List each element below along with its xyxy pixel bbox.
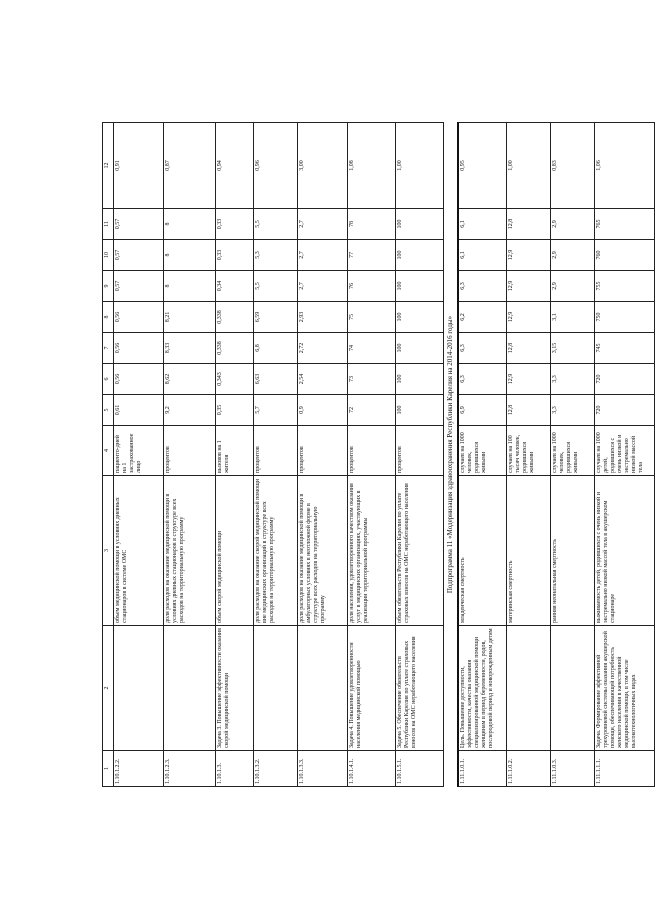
indicator-value: 745 <box>594 333 654 364</box>
column-number-8: 8 <box>103 302 114 333</box>
rotated-document-page <box>102 123 644 787</box>
column-number-2: 2 <box>103 626 114 751</box>
indicator-value: 760 <box>594 240 654 271</box>
indicator-value: 6,1 <box>458 240 506 271</box>
indicator-value: 1,00 <box>396 123 444 209</box>
indicator-value: 5,7 <box>254 395 298 426</box>
indicator-value: 0,57 <box>114 209 164 240</box>
row-code: 1.10.1.3. <box>216 751 254 787</box>
indicator-value: 1,00 <box>506 123 550 209</box>
indicator-value: 6,3 <box>458 364 506 395</box>
indicator-value: 12,8 <box>506 209 550 240</box>
indicator-value: 6,63 <box>254 364 298 395</box>
indicator-name: материнская смертность <box>506 476 550 626</box>
row-code: 1.10.1.3.2. <box>254 751 298 787</box>
indicator-value: 3,3 <box>550 364 594 395</box>
row-code: 1.11.1.1.1. <box>594 751 654 787</box>
task-description <box>550 626 594 751</box>
indicator-value: 8 <box>164 271 216 302</box>
row-code: 1.11.1.0.2. <box>506 751 550 787</box>
indicator-value: 100 <box>396 302 444 333</box>
indicator-value: 0,34 <box>216 271 254 302</box>
table-row <box>254 123 298 787</box>
indicator-value: 0,338 <box>216 333 254 364</box>
indicator-value: 2,72 <box>298 333 348 364</box>
indicator-value: 6,9 <box>458 395 506 426</box>
indicator-value: 0,33 <box>216 209 254 240</box>
task-description <box>254 626 298 751</box>
indicator-value: 76 <box>348 271 396 302</box>
indicator-value: 2,9 <box>550 209 594 240</box>
row-code: 1.11.1.0.1. <box>458 751 506 787</box>
unit-of-measure: случаев на 1000 человек, родившихся живыми <box>550 426 594 476</box>
indicator-value: 3,00 <box>298 123 348 209</box>
indicator-value: 6,2 <box>458 302 506 333</box>
column-number-1: 1 <box>103 751 114 787</box>
indicator-name: младенческая смертность <box>458 476 506 626</box>
row-code: 1.11.1.0.3. <box>550 751 594 787</box>
indicator-value: 0,61 <box>114 395 164 426</box>
indicator-value: 3,1 <box>550 302 594 333</box>
indicator-value: 100 <box>396 395 444 426</box>
indicator-value: 3,3 <box>550 395 594 426</box>
indicator-value: 12,9 <box>506 364 550 395</box>
indicator-value: 0,57 <box>114 271 164 302</box>
indicator-value: 2,7 <box>298 209 348 240</box>
table-row <box>396 123 444 787</box>
section-title: Подпрограмма 11 «Модернизация здравоохранения Республики Карелия на 2014-2016 годы» <box>444 123 459 787</box>
unit-of-measure: пациенто-дней на 1 застрахованное лицо <box>114 426 164 476</box>
unit-of-measure: случаев на 100 тысяч человек, родившихся живыми <box>506 426 550 476</box>
indicator-value: 8,62 <box>164 364 216 395</box>
indicator-value: 2,7 <box>298 240 348 271</box>
table-row <box>216 123 254 787</box>
indicator-value: 720 <box>594 395 654 426</box>
indicator-name: доля расходов на оказание медицинской помощи в амбулаторных условиях в неотложной форме в структуре всех расходов на территориальную программу <box>298 476 348 626</box>
section-row <box>444 123 459 787</box>
column-number-3: 3 <box>103 476 114 626</box>
indicator-value: 73 <box>348 364 396 395</box>
row-code: 1.10.1.3.3. <box>298 751 348 787</box>
unit-of-measure: процентов <box>254 426 298 476</box>
indicator-value: 6,3 <box>458 333 506 364</box>
indicator-value: 2,9 <box>550 240 594 271</box>
unit-of-measure: процентов <box>396 426 444 476</box>
table-row <box>550 123 594 787</box>
table-row <box>594 123 654 787</box>
indicator-value: 72 <box>348 395 396 426</box>
indicator-value: 5,5 <box>254 271 298 302</box>
table-row <box>348 123 396 787</box>
indicators-table <box>102 122 655 787</box>
indicator-value: 0,57 <box>114 240 164 271</box>
indicator-name: выживаемость детей, родившихся с очень низкой и экстремально низкой массой тела в акушерском стационаре <box>594 476 654 626</box>
indicator-value: 755 <box>594 271 654 302</box>
indicator-value: 5,3 <box>254 240 298 271</box>
indicator-value: 6,59 <box>254 302 298 333</box>
table-row <box>506 123 550 787</box>
unit-of-measure: процентов <box>348 426 396 476</box>
indicator-value: 0,9 <box>298 395 348 426</box>
task-description <box>506 626 550 751</box>
indicator-value: 0,56 <box>114 364 164 395</box>
task-description <box>298 626 348 751</box>
indicator-value: 1,08 <box>348 123 396 209</box>
indicator-value: 9,2 <box>164 395 216 426</box>
indicator-value: 750 <box>594 302 654 333</box>
indicator-value: 0,56 <box>114 333 164 364</box>
indicator-value: 0,91 <box>114 123 164 209</box>
indicator-value: 78 <box>348 209 396 240</box>
indicator-name: доля расходов на оказание скорой медицинской помощи вне медицинских организаций в структуре всех расходов на территориальную программу <box>254 476 298 626</box>
indicator-value: 100 <box>396 240 444 271</box>
table-row <box>298 123 348 787</box>
indicator-name: доля населения, удовлетворенного качеством оказания услуг в медицинских организациях, участвующих в реализации территориальной программы <box>348 476 396 626</box>
indicator-value: 12,9 <box>506 302 550 333</box>
indicator-value: 6,1 <box>458 209 506 240</box>
unit-of-measure: случаев на 1000 детей, родившихся с очень низкой и экстремально низкой массой тела <box>594 426 654 476</box>
unit-of-measure: вызовов на 1 жителя <box>216 426 254 476</box>
unit-of-measure: случаев на 1000 человек, родившихся живыми <box>458 426 506 476</box>
indicator-name: ранняя неонатальная смертность <box>550 476 594 626</box>
unit-of-measure: процентов <box>298 426 348 476</box>
indicator-value: 2,54 <box>298 364 348 395</box>
indicator-value: 0,343 <box>216 364 254 395</box>
unit-of-measure: процентов <box>164 426 216 476</box>
column-number-6: 6 <box>103 364 114 395</box>
indicator-name: объем медицинской помощи в условиях дневных стационаров в системе ОМС <box>114 476 164 626</box>
indicator-value: 2,93 <box>298 302 348 333</box>
indicator-value: 100 <box>396 271 444 302</box>
indicator-name: доля расходов на оказание медицинской помощи в условиях дневных стационаров в структуре всех расходов на территориальную программу <box>164 476 216 626</box>
indicator-value: 12,8 <box>506 333 550 364</box>
column-number-9: 9 <box>103 271 114 302</box>
indicator-value: 2,7 <box>298 271 348 302</box>
indicator-value: 8,21 <box>164 302 216 333</box>
indicator-value: 8,33 <box>164 333 216 364</box>
indicator-value: 74 <box>348 333 396 364</box>
indicator-value: 0,87 <box>164 123 216 209</box>
header-row <box>103 123 114 787</box>
indicator-name: объем обязательств Республики Карелия по уплате страховых взносов на ОМС неработающего населения <box>396 476 444 626</box>
indicator-value: 100 <box>396 364 444 395</box>
column-number-7: 7 <box>103 333 114 364</box>
task-description: Задача. Формирование эффективной трехуровневой системы оказания акушерской помощи, обеспечивающей потребность женского населения в качественной медицинской помощи, в том числе высокотехнологичных видах <box>594 626 654 751</box>
indicator-value: 6,8 <box>254 333 298 364</box>
task-description <box>114 626 164 751</box>
indicator-value: 100 <box>396 333 444 364</box>
indicator-value: 2,9 <box>550 271 594 302</box>
indicator-value: 100 <box>396 209 444 240</box>
indicator-name: объем скорой медицинской помощи <box>216 476 254 626</box>
column-number-11: 11 <box>103 209 114 240</box>
indicator-value: 8 <box>164 209 216 240</box>
task-description: Цель. Повышение доступности, эффективности, качества оказания специализированной медицинской помощи женщинам в период беременности, родов, послеродовой период и новорожденным детям <box>458 626 506 751</box>
indicator-value: 77 <box>348 240 396 271</box>
indicator-value: 0,33 <box>216 240 254 271</box>
indicator-value: 12,9 <box>506 240 550 271</box>
task-description: Задача 5. Обеспечение обязательств Республики Карелия по уплате страховых взносов на ОМС неработающего населения <box>396 626 444 751</box>
indicator-value: 0,96 <box>254 123 298 209</box>
indicator-value: 0,35 <box>216 395 254 426</box>
table-row <box>114 123 164 787</box>
indicator-value: 5,5 <box>254 209 298 240</box>
indicator-value: 3,15 <box>550 333 594 364</box>
task-description <box>164 626 216 751</box>
indicator-value: 0,56 <box>114 302 164 333</box>
row-code: 1.10.1.5.1. <box>396 751 444 787</box>
table-row <box>458 123 506 787</box>
column-number-4: 4 <box>103 426 114 476</box>
indicator-value: 720 <box>594 364 654 395</box>
indicator-value: 0,95 <box>458 123 506 209</box>
row-code: 1.10.1.2.2. <box>114 751 164 787</box>
task-description: Задача 4. Повышение удовлетворенности населения медицинской помощью <box>348 626 396 751</box>
indicator-value: 12,9 <box>506 271 550 302</box>
indicator-value: 12,8 <box>506 395 550 426</box>
indicator-value: 0,338 <box>216 302 254 333</box>
task-description: Задача 3. Повышение эффективности оказания скорой медицинской помощи <box>216 626 254 751</box>
column-number-5: 5 <box>103 395 114 426</box>
indicator-value: 75 <box>348 302 396 333</box>
indicator-value: 1,06 <box>594 123 654 209</box>
column-number-12: 12 <box>103 123 114 209</box>
indicator-value: 6,3 <box>458 271 506 302</box>
landscape-content <box>102 123 644 787</box>
indicator-value: 0,94 <box>216 123 254 209</box>
column-number-10: 10 <box>103 240 114 271</box>
indicator-value: 8 <box>164 240 216 271</box>
indicator-value: 0,83 <box>550 123 594 209</box>
row-code: 1.10.1.2.3. <box>164 751 216 787</box>
row-code: 1.10.1.4.1. <box>348 751 396 787</box>
table-row <box>164 123 216 787</box>
indicator-value: 765 <box>594 209 654 240</box>
